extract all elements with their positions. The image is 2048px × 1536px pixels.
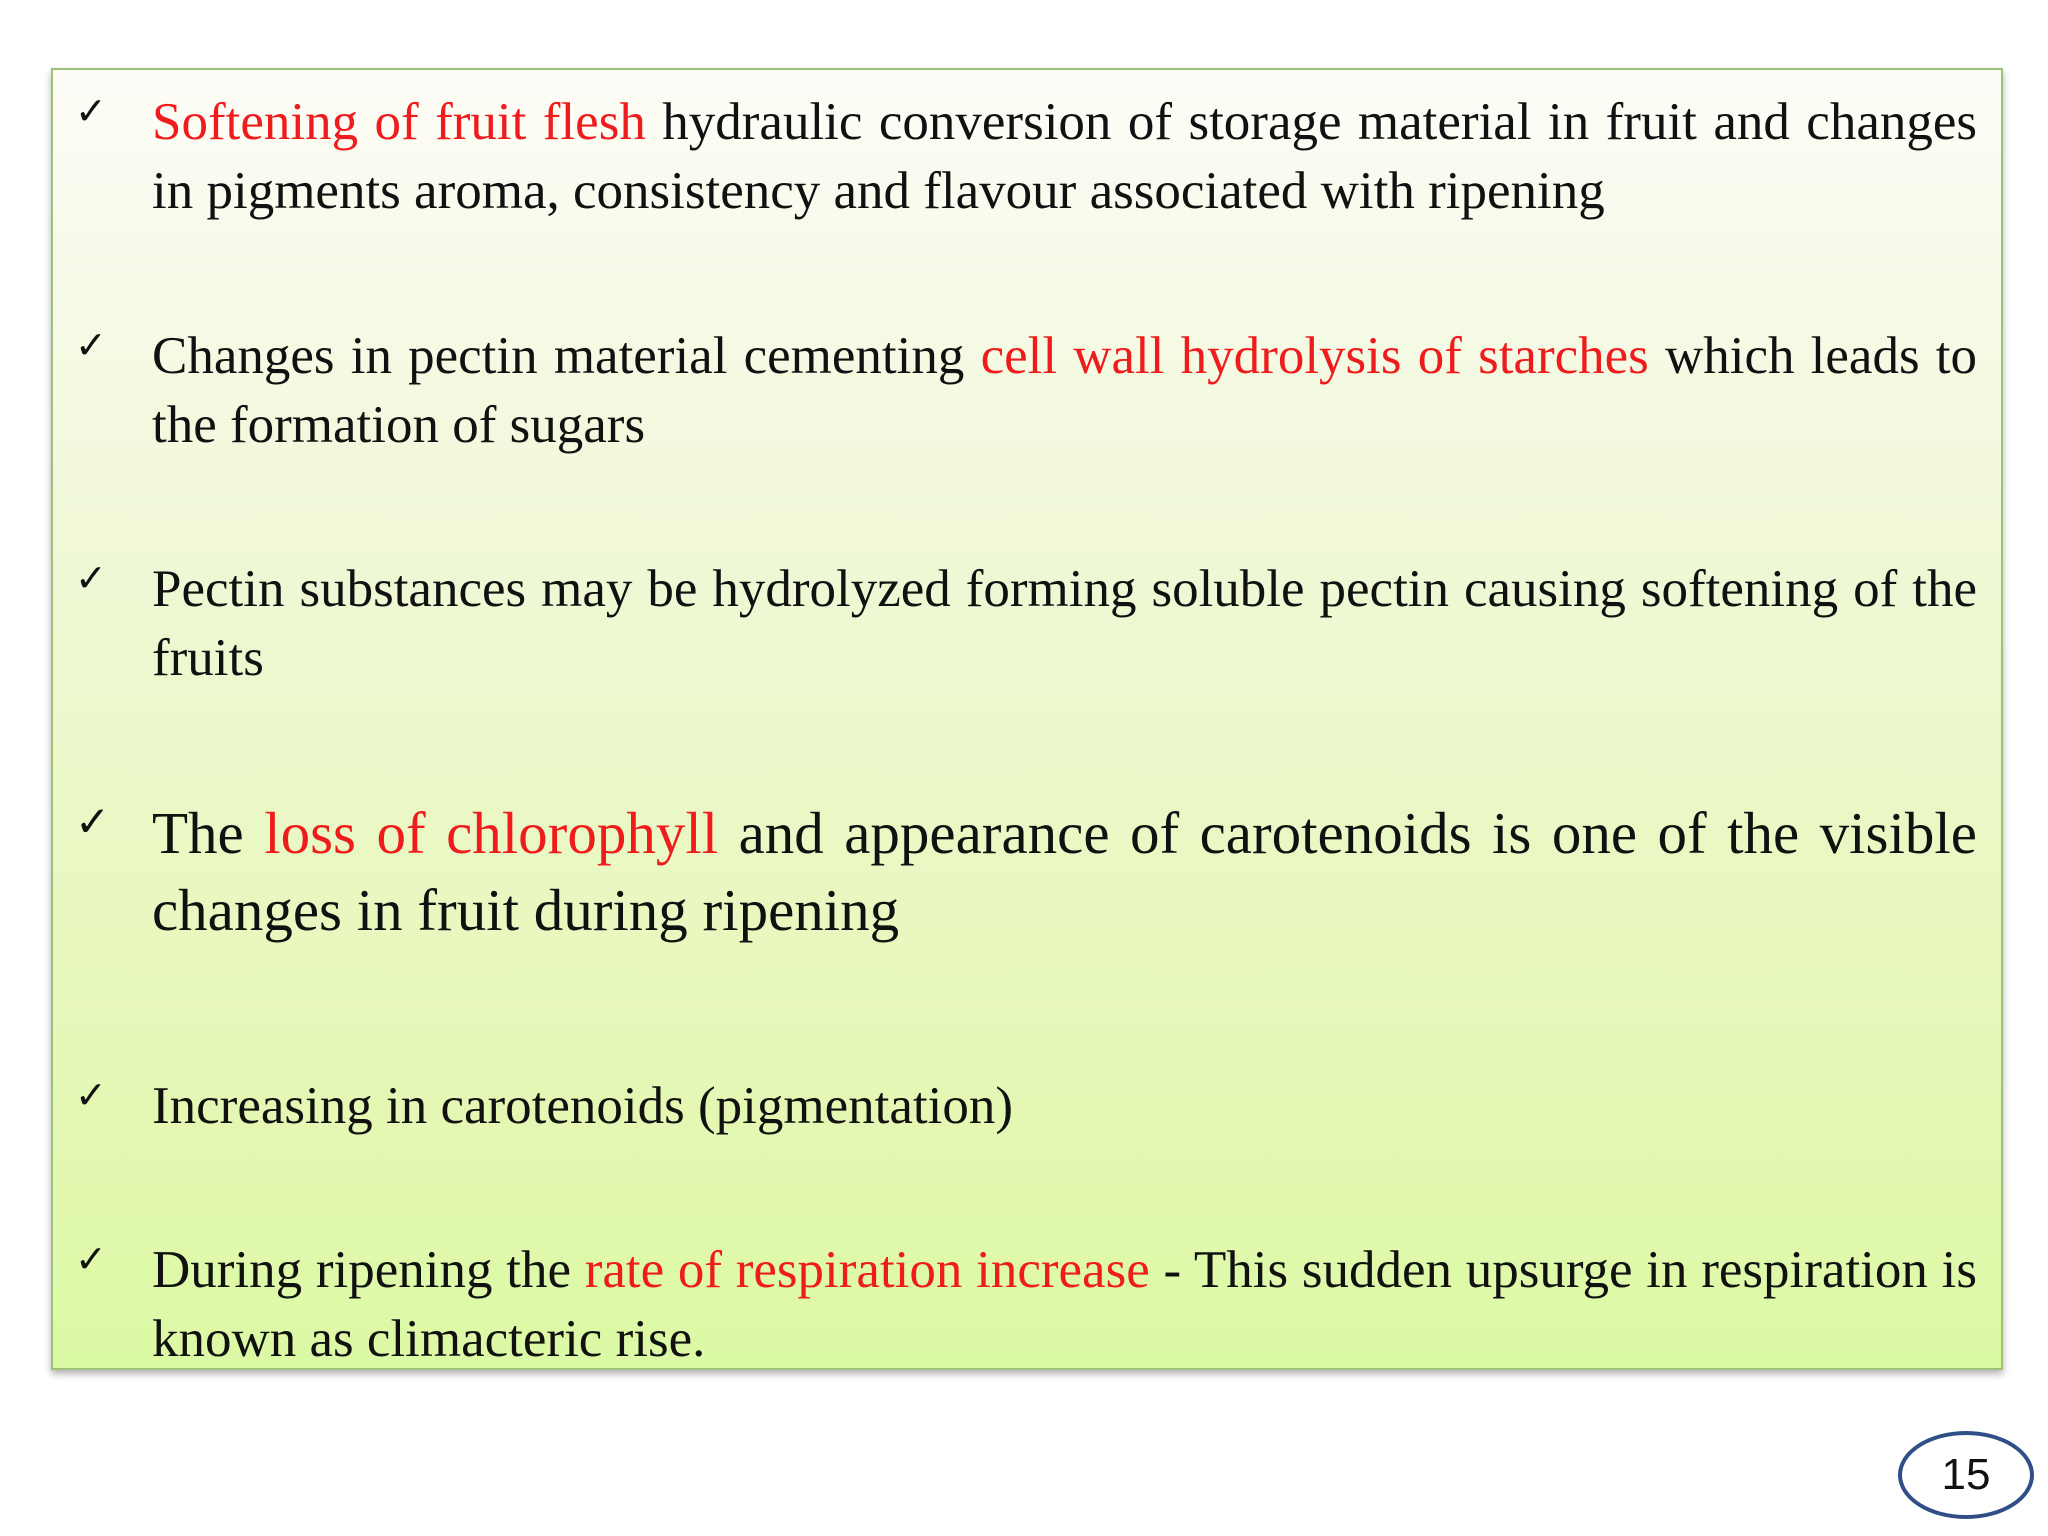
bullet-text-segment: During ripening the — [152, 1241, 585, 1299]
highlighted-text: rate of respiration increase — [584, 1241, 1150, 1299]
bullet-text-segment: Increasing in carotenoids (pigmentation) — [152, 1077, 1013, 1135]
check-icon: ✓ — [75, 797, 111, 846]
bullet-item — [75, 1236, 1977, 1374]
bullet-text — [152, 1072, 1977, 1141]
bullet-text-segment: Pectin substances may be hydrolyzed forming soluble pectin causing softening of the fruits — [152, 560, 1977, 687]
bullet-text — [152, 1236, 1977, 1374]
bullet-item — [75, 795, 1977, 949]
page-number: 15 — [1941, 1450, 1991, 1499]
bullet-text-segment: hydraulic conversion of storage material in fruit and changes in pigments aroma, consistency and flavour associated with ripening — [152, 93, 1977, 220]
content-box — [51, 68, 2003, 1370]
bullet-item — [75, 1072, 1977, 1141]
highlighted-text: Softening of fruit flesh — [152, 93, 646, 151]
bullet-item — [75, 555, 1977, 693]
bullet-text — [152, 322, 1977, 460]
bullet-text-segment: and appearance of carotenoids is one of the visible changes in fruit during ripening — [152, 800, 1977, 943]
bullet-text-segment: The — [152, 800, 265, 866]
bullet-item — [75, 322, 1977, 460]
check-icon: ✓ — [75, 89, 107, 133]
highlighted-text: cell wall hydrolysis of starches — [980, 327, 1649, 385]
highlighted-text: loss of chlorophyll — [264, 800, 719, 866]
page-number-badge — [1898, 1431, 2034, 1519]
bullet-text — [152, 795, 1977, 949]
check-icon: ✓ — [75, 1073, 107, 1117]
check-icon: ✓ — [75, 323, 107, 367]
bullet-text-segment: - This sudden upsurge in respiration is known as climacteric rise. — [152, 1241, 1977, 1368]
check-icon: ✓ — [75, 1237, 107, 1281]
bullet-item — [75, 88, 1977, 226]
check-icon: ✓ — [75, 556, 107, 600]
bullet-text — [152, 88, 1977, 226]
bullet-text — [152, 555, 1977, 693]
bullet-text-segment: which leads to the formation of sugars — [152, 327, 1977, 454]
bullet-text-segment: Changes in pectin material cementing — [152, 327, 981, 385]
